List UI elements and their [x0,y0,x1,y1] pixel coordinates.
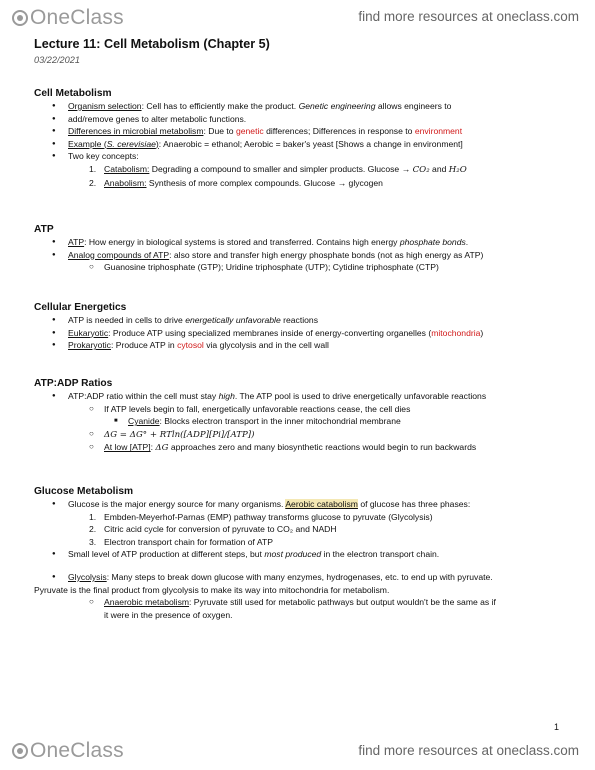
list-item-sub: ○ At low [ATP]: ΔG approaches zero and many biosynthetic reactions would begin to run backwards [34,441,564,455]
document-body [34,36,564,620]
section-heading: ATP:ADP Ratios [34,378,113,389]
list-item-subsub: ■ Cyanide: Blocks electron transport in the inner mitochondrial membrane [34,415,564,428]
list-item: ● Glucose is the major energy source for many organisms. Aerobic catabolism of glucose has three phases: [34,498,564,511]
list-item-sub: ○ If ATP levels begin to fall, energetically unfavorable reactions cease, the cell dies [34,403,564,416]
section-heading: ATP [34,224,54,235]
section-cellular-energetics [34,301,564,352]
list-item-numbered: 2. Citric acid cycle for conversion of pyruvate to CO₂ and NADH [89,524,337,535]
page-title: Lecture 11: Cell Metabolism (Chapter 5) [34,37,270,51]
list-item-continuation: ● add/remove genes to alter metabolic functions. [34,113,564,126]
page-number: 1 [553,722,559,732]
list-item: ● Small level of ATP production at different steps, but most produced in the electron transport chain. [34,548,564,561]
resources-link[interactable]: find more resources at oneclass.com [358,9,579,24]
list-item-numbered: 1. Embden-Meyerhof-Parnas (EMP) pathway transforms glucose to pyruvate (Glycolysis) [89,511,433,522]
bullet-list [34,100,564,189]
list-item-continuation: Pyruvate is the final product from glycolysis to make its way into mitochondria for metabolism. [34,584,390,595]
resources-link-footer[interactable]: find more resources at oneclass.com [358,743,579,758]
section-heading: Cellular Energetics [34,302,127,313]
oneclass-logo [12,6,124,30]
section-glucose-metabolism [34,485,564,621]
list-item: ● Eukaryotic: Produce ATP using specialized membranes inside of energy-converting organelles (mitochondria) [34,327,564,340]
logo-mark-icon [12,743,28,759]
list-item-sub: ○ Anaerobic metabolism: Pyruvate still used for metabolic pathways but output wouldn't be the same as if [34,596,564,609]
list-item-sub [34,428,564,442]
section-atp-adp-ratios [34,377,564,455]
oneclass-logo-footer [12,739,124,763]
gibbs-formula: ΔG = ΔG° + RTln([ADP][Pi]/[ATP]) [104,429,255,440]
list-item-numbered: 3. Electron transport chain for formation of ATP [89,536,273,547]
list-item: ● Analog compounds of ATP: also store and transfer high energy phosphate bonds (not as high energy as ATP) [34,249,564,262]
section-heading: Glucose Metabolism [34,486,134,497]
list-item-sub: ○ Guanosine triphosphate (GTP); Uridine triphosphate (UTP); Cytidine triphosphate (CTP) [34,261,564,274]
list-item-numbered: 1. Catabolism: Degrading a compound to smaller and simpler products. Glucose → CO₂ and H₂O [89,163,467,175]
list-item: ● Prokaryotic: Produce ATP in cytosol via glycolysis and in the cell wall [34,339,564,352]
logo-text: OneClass [30,739,124,762]
section-heading: Cell Metabolism [34,88,112,99]
bullet-list [34,390,564,455]
section-atp [34,223,564,274]
bullet-list [34,571,564,621]
list-item: ● Organism selection: Cell has to efficiently make the product. Genetic engineering allows engineers to [34,100,564,113]
list-item: ● Two key concepts: [34,150,564,163]
list-item-continuation: it were in the presence of oxygen. [104,609,233,620]
logo-mark-icon [12,10,28,26]
bullet-list [34,498,564,561]
logo-text: OneClass [30,6,124,29]
lecture-date: 03/22/2021 [34,55,80,65]
list-item: ● ATP:ADP ratio within the cell must stay high. The ATP pool is used to drive energetically unfavorable reactions [34,390,564,403]
list-item: ● Differences in microbial metabolism: Due to genetic differences; Differences in response to environment [34,125,564,138]
list-item: ● Example (S. cerevisiae): Anaerobic = ethanol; Aerobic = baker's yeast [Shows a change in environment] [34,138,564,151]
section-cell-metabolism [34,87,564,189]
bullet-list [34,236,564,274]
list-item: ● Glycolysis: Many steps to break down glucose with many enzymes, hydrogenases, etc. to end up with pyruvate. [34,571,564,584]
bullet-list [34,314,564,352]
list-item: ● ATP: How energy in biological systems is stored and transferred. Contains high energy phosphate bonds. [34,236,564,249]
list-item-numbered: 2. Anabolism: Synthesis of more complex compounds. Glucose → glycogen [89,177,383,188]
list-item: ● ATP is needed in cells to drive energetically unfavorable reactions [34,314,564,327]
